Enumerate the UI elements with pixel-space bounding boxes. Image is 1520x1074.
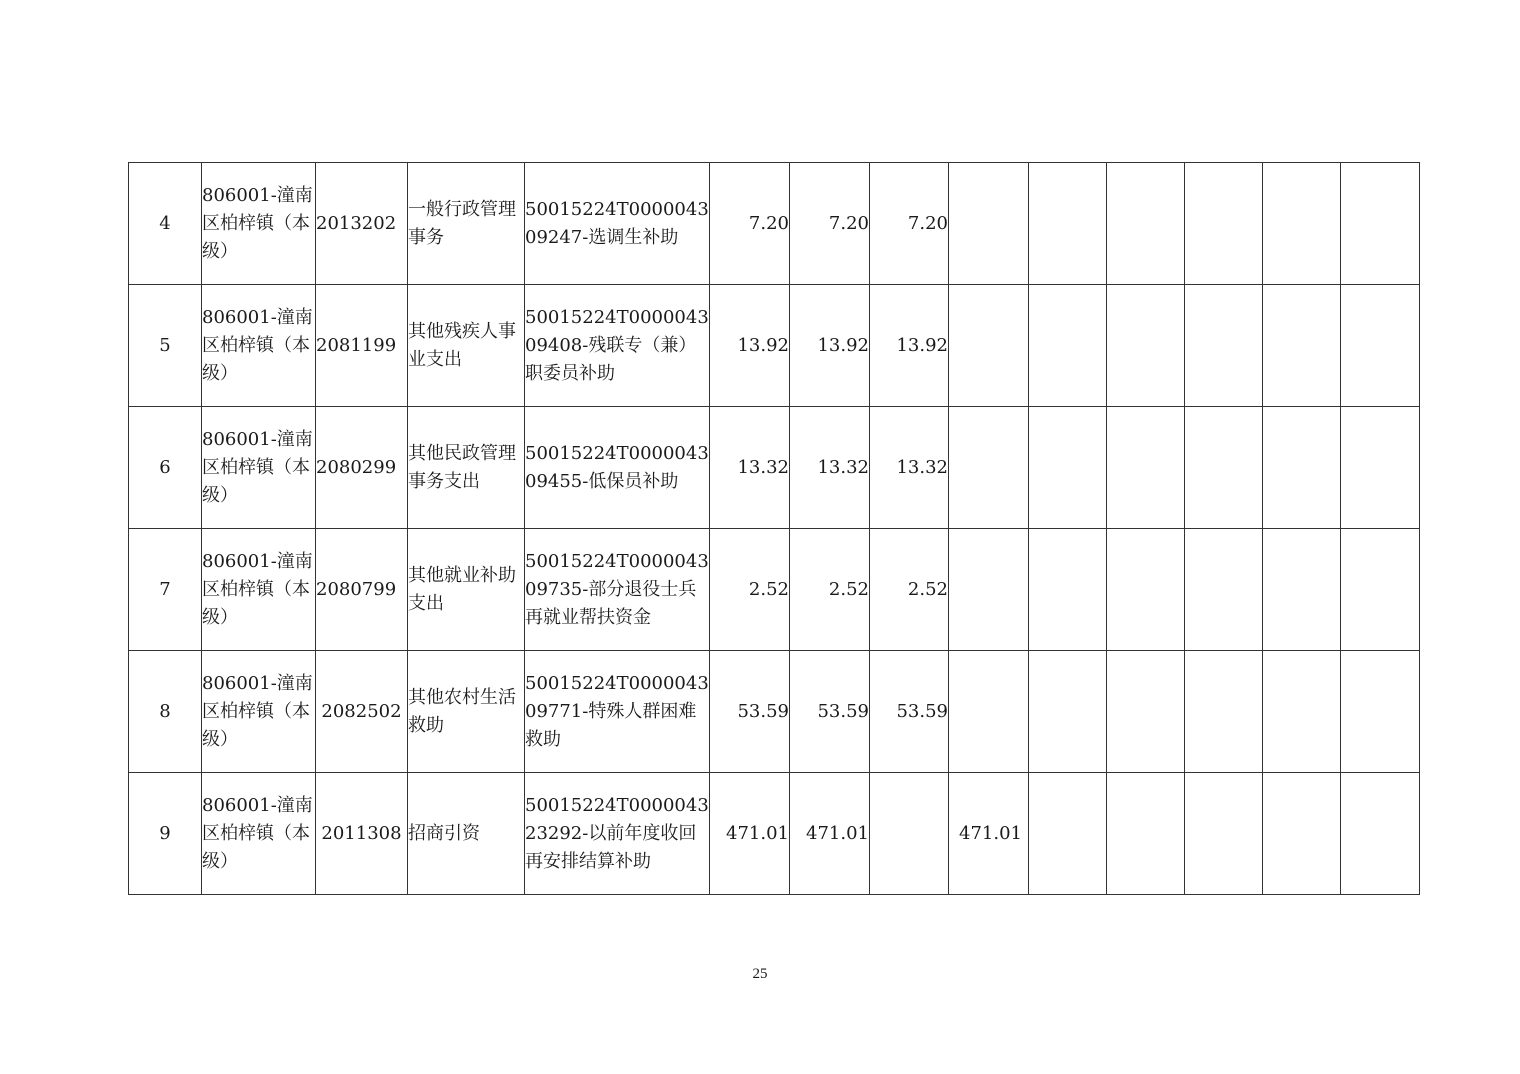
amount-cell: 53.59 <box>870 651 949 773</box>
amount-cell <box>1263 773 1341 895</box>
amount-cell <box>1107 407 1185 529</box>
amount-cell: 13.32 <box>870 407 949 529</box>
amount-cell <box>949 163 1029 285</box>
amount-cell <box>1029 529 1107 651</box>
amount-cell <box>949 651 1029 773</box>
amount-cell <box>1107 773 1185 895</box>
amount-cell: 7.20 <box>710 163 790 285</box>
amount-cell: 471.01 <box>790 773 870 895</box>
amount-cell <box>1263 651 1341 773</box>
budget-table <box>128 162 1420 895</box>
row-index: 5 <box>129 285 202 407</box>
project-cell: 50015224T000004309735-部分退役士兵再就业帮扶资金 <box>525 529 710 651</box>
amount-cell: 471.01 <box>949 773 1029 895</box>
amount-cell <box>949 285 1029 407</box>
table-row <box>129 163 1420 285</box>
amount-cell <box>1029 407 1107 529</box>
function-name-cell: 招商引资 <box>408 773 525 895</box>
amount-cell: 13.32 <box>710 407 790 529</box>
amount-cell <box>1263 407 1341 529</box>
amount-cell <box>1341 285 1420 407</box>
function-name-cell: 一般行政管理事务 <box>408 163 525 285</box>
project-cell: 50015224T000004309455-低保员补助 <box>525 407 710 529</box>
table-row <box>129 407 1420 529</box>
amount-cell <box>1185 163 1263 285</box>
amount-cell <box>1341 407 1420 529</box>
function-name-cell: 其他残疾人事业支出 <box>408 285 525 407</box>
project-cell: 50015224T000004309408-残联专（兼）职委员补助 <box>525 285 710 407</box>
amount-cell <box>1029 651 1107 773</box>
amount-cell: 7.20 <box>790 163 870 285</box>
amount-cell <box>1029 773 1107 895</box>
table-row <box>129 773 1420 895</box>
table-row <box>129 529 1420 651</box>
row-index: 4 <box>129 163 202 285</box>
project-cell: 50015224T000004309771-特殊人群困难救助 <box>525 651 710 773</box>
amount-cell <box>1263 163 1341 285</box>
function-code-cell: 2013202 <box>316 163 408 285</box>
amount-cell: 53.59 <box>790 651 870 773</box>
amount-cell <box>1185 407 1263 529</box>
function-name-cell: 其他就业补助支出 <box>408 529 525 651</box>
row-index: 6 <box>129 407 202 529</box>
amount-cell: 53.59 <box>710 651 790 773</box>
amount-cell <box>1341 163 1420 285</box>
amount-cell <box>1029 285 1107 407</box>
amount-cell <box>1341 773 1420 895</box>
amount-cell <box>1185 529 1263 651</box>
amount-cell: 2.52 <box>790 529 870 651</box>
function-code-cell: 2080299 <box>316 407 408 529</box>
table-row <box>129 285 1420 407</box>
amount-cell <box>1107 651 1185 773</box>
amount-cell <box>1263 529 1341 651</box>
amount-cell: 2.52 <box>710 529 790 651</box>
amount-cell <box>1341 651 1420 773</box>
amount-cell <box>1029 163 1107 285</box>
table-row <box>129 651 1420 773</box>
amount-cell <box>870 773 949 895</box>
function-code-cell: 2011308 <box>316 773 408 895</box>
amount-cell <box>949 407 1029 529</box>
row-index: 9 <box>129 773 202 895</box>
project-cell: 50015224T000004323292-以前年度收回再安排结算补助 <box>525 773 710 895</box>
amount-cell <box>1185 773 1263 895</box>
function-code-cell: 2081199 <box>316 285 408 407</box>
amount-cell <box>1107 529 1185 651</box>
page-number: 25 <box>752 966 768 982</box>
function-name-cell: 其他农村生活救助 <box>408 651 525 773</box>
amount-cell: 13.92 <box>870 285 949 407</box>
amount-cell <box>1185 285 1263 407</box>
function-code-cell: 2082502 <box>316 651 408 773</box>
unit-cell: 806001-潼南区柏梓镇（本级） <box>202 529 316 651</box>
amount-cell: 471.01 <box>710 773 790 895</box>
amount-cell <box>1185 651 1263 773</box>
amount-cell <box>1341 529 1420 651</box>
amount-cell: 2.52 <box>870 529 949 651</box>
unit-cell: 806001-潼南区柏梓镇（本级） <box>202 407 316 529</box>
unit-cell: 806001-潼南区柏梓镇（本级） <box>202 651 316 773</box>
row-index: 7 <box>129 529 202 651</box>
unit-cell: 806001-潼南区柏梓镇（本级） <box>202 163 316 285</box>
amount-cell: 13.92 <box>710 285 790 407</box>
amount-cell <box>1263 285 1341 407</box>
amount-cell <box>949 529 1029 651</box>
row-index: 8 <box>129 651 202 773</box>
amount-cell: 7.20 <box>870 163 949 285</box>
amount-cell <box>1107 163 1185 285</box>
amount-cell: 13.32 <box>790 407 870 529</box>
project-cell: 50015224T000004309247-选调生补助 <box>525 163 710 285</box>
function-name-cell: 其他民政管理事务支出 <box>408 407 525 529</box>
unit-cell: 806001-潼南区柏梓镇（本级） <box>202 285 316 407</box>
amount-cell <box>1107 285 1185 407</box>
unit-cell: 806001-潼南区柏梓镇（本级） <box>202 773 316 895</box>
amount-cell: 13.92 <box>790 285 870 407</box>
function-code-cell: 2080799 <box>316 529 408 651</box>
